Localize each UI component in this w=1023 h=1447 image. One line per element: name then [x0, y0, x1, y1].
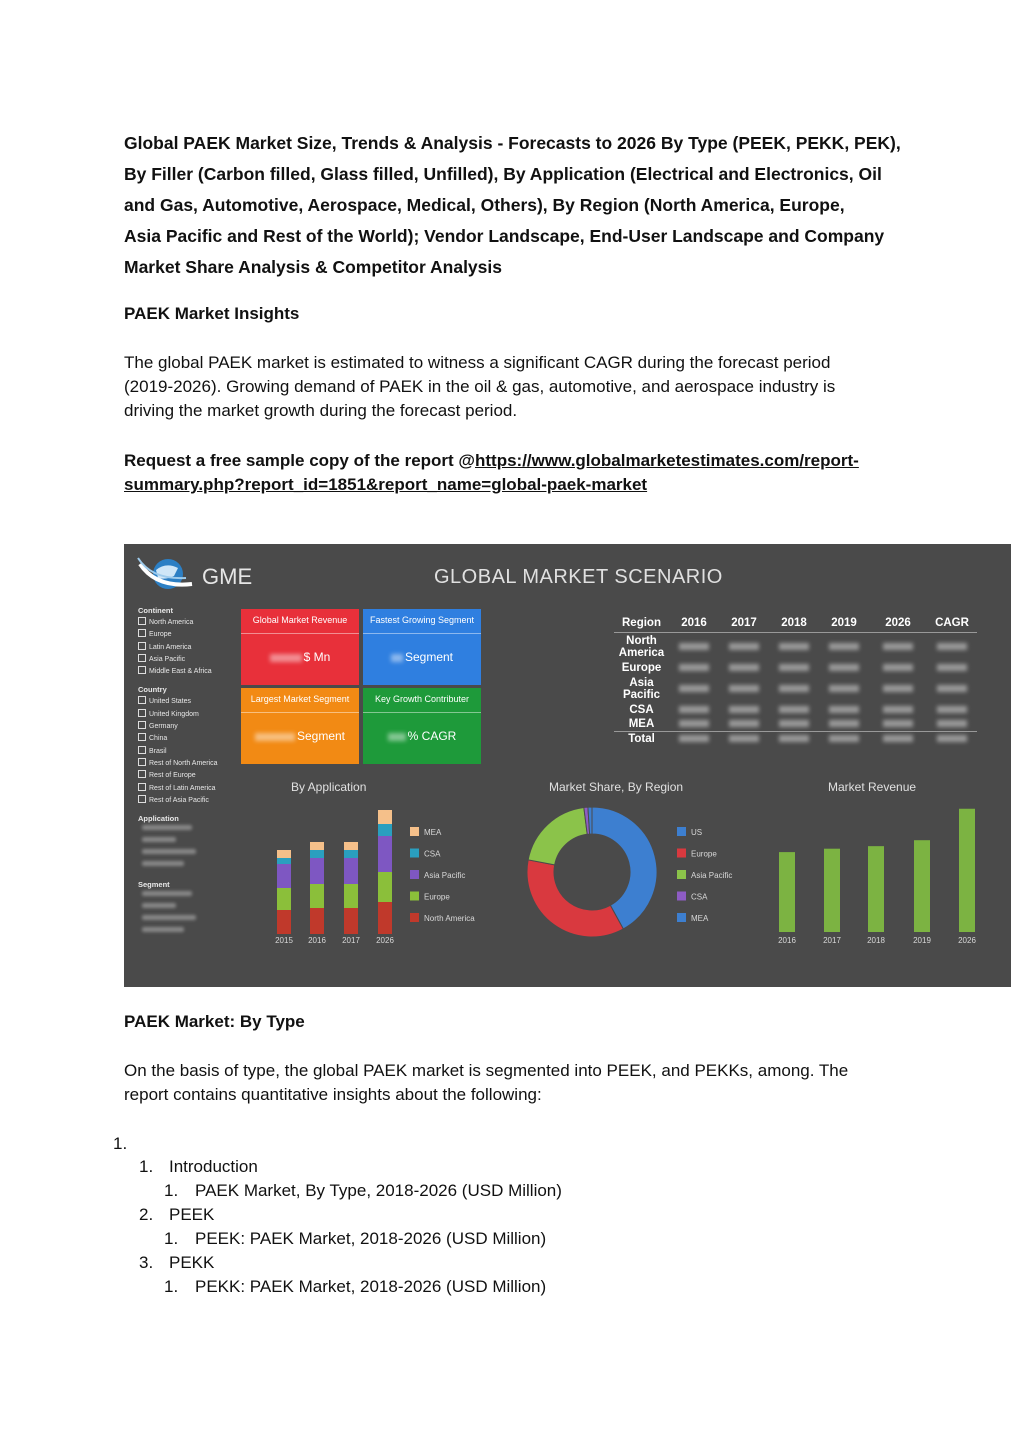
- report-link-cont[interactable]: summary.php?report_id=1851&report_name=global-paek-market: [124, 475, 648, 494]
- title-line: By Filler (Carbon filled, Glass filled, Unfilled), By Application (Electrical and Electronics, Oil: [124, 164, 882, 184]
- toc-subnum: 1.: [164, 1277, 179, 1296]
- toc-item: Introduction: [169, 1157, 258, 1176]
- paragraph-line: driving the market growth during the forecast period.: [124, 401, 518, 420]
- x-tick-label: 2026: [958, 936, 976, 945]
- continent-heading: Continent: [138, 606, 173, 615]
- tile-title: Largest Market Segment: [241, 688, 359, 713]
- toc-num: 2.: [139, 1205, 154, 1224]
- x-tick-label: 2017: [342, 936, 360, 945]
- tile-title: Global Market Revenue: [241, 609, 359, 634]
- filter-checkbox[interactable]: United Kingdom: [138, 709, 238, 721]
- revenue-bar: [914, 840, 930, 932]
- segment-heading: Segment: [138, 880, 170, 890]
- document-title: [124, 128, 924, 283]
- legend-swatch: [677, 827, 686, 836]
- filter-checkbox[interactable]: Asia Pacific: [138, 654, 238, 666]
- title-line: Asia Pacific and Rest of the World); Vendor Landscape, End-User Landscape and Company: [124, 226, 885, 246]
- toc-outer-number: 1.: [113, 1134, 128, 1153]
- request-prefix: Request a free sample copy of the report @: [124, 451, 475, 470]
- market-revenue-title: Market Revenue: [828, 780, 917, 794]
- filter-checkbox[interactable]: Germany: [138, 721, 238, 733]
- legend-label: MEA: [424, 828, 442, 837]
- legend-swatch: [677, 849, 686, 858]
- country-heading: Country: [138, 685, 167, 695]
- stacked-bar-segment: [310, 908, 324, 934]
- legend-swatch: [410, 870, 419, 879]
- region-name: MEA: [628, 717, 655, 730]
- pie-slice: [527, 860, 623, 937]
- filter-checkbox[interactable]: Middle East & Africa: [138, 666, 238, 678]
- filter-checkbox[interactable]: Rest of North America: [138, 758, 238, 770]
- stacked-bar-segment: [344, 858, 358, 884]
- revenue-bar: [868, 846, 884, 932]
- toc-subitem: PEEK: PAEK Market, 2018-2026 (USD Million): [195, 1229, 547, 1248]
- stacked-bar-segment: [310, 850, 324, 858]
- filter-checkbox[interactable]: Europe: [138, 629, 238, 641]
- infographic-title: GLOBAL MARKET SCENARIO: [434, 566, 723, 588]
- region-name: CSA: [629, 703, 654, 716]
- paragraph-line: (2019-2026). Growing demand of PAEK in the oil & gas, automotive, and aerospace industry is: [124, 377, 836, 396]
- stacked-bar-segment: [277, 910, 291, 934]
- title-line: Market Share Analysis & Competitor Analysis: [124, 257, 502, 277]
- x-tick-label: 2019: [913, 936, 931, 945]
- column-header: 2016: [669, 614, 719, 633]
- region-name: Europe: [621, 661, 662, 674]
- legend-swatch: [410, 892, 419, 901]
- logo-text: GME: [202, 564, 253, 589]
- stacked-bar-segment: [277, 858, 291, 864]
- legend-label: US: [691, 828, 703, 837]
- title-line: Global PAEK Market Size, Trends & Analysis - Forecasts to 2026 By Type (PEEK, PEKK, PEK),: [124, 133, 901, 153]
- revenue-bar: [824, 849, 840, 932]
- legend-label: CSA: [691, 892, 708, 902]
- revenue-bar: [959, 809, 975, 932]
- paragraph-line: report contains quantitative insights about the following:: [124, 1085, 542, 1104]
- tile-title: Key Growth Contributer: [363, 688, 481, 713]
- stacked-bar-segment: [378, 836, 392, 872]
- stacked-bar-segment: [344, 884, 358, 908]
- by-application-title: By Application: [291, 780, 367, 794]
- insights-heading: PAEK Market Insights: [124, 304, 300, 323]
- column-header: Region: [614, 614, 669, 633]
- column-header: 2019: [819, 614, 869, 633]
- infographic-charts: [124, 544, 1011, 987]
- x-tick-label: 2026: [376, 936, 394, 945]
- tile-value: Segment: [404, 650, 454, 664]
- stacked-bar-segment: [310, 884, 324, 908]
- legend-label: CSA: [424, 849, 441, 859]
- x-tick-label: 2016: [308, 936, 326, 945]
- application-heading: Application: [138, 814, 179, 824]
- region-name: Total: [614, 732, 669, 747]
- filter-checkbox[interactable]: United States: [138, 696, 238, 708]
- filter-checkbox[interactable]: Rest of Europe: [138, 770, 238, 782]
- market-scenario-infographic: [124, 544, 1011, 987]
- stacked-bar-segment: [277, 850, 291, 858]
- tile-value: % CAGR: [407, 729, 457, 743]
- stacked-bar-segment: [277, 888, 291, 910]
- legend-label: North America: [424, 914, 475, 923]
- filter-checkbox[interactable]: Rest of Latin America: [138, 783, 238, 795]
- legend-label: Asia Pacific: [424, 871, 466, 880]
- toc-num: 3.: [139, 1253, 154, 1272]
- x-tick-label: 2016: [778, 936, 796, 945]
- toc-subnum: 1.: [164, 1229, 179, 1248]
- revenue-bar: [779, 852, 795, 932]
- legend-swatch: [677, 892, 686, 901]
- legend-label: Asia Pacific: [691, 871, 733, 880]
- filter-checkbox[interactable]: Latin America: [138, 642, 238, 654]
- stacked-bar-segment: [310, 858, 324, 884]
- market-share-title: Market Share, By Region: [549, 780, 684, 794]
- tile-value: Segment: [296, 729, 346, 743]
- toc-subitem: PAEK Market, By Type, 2018-2026 (USD Million): [195, 1181, 562, 1200]
- region-name: North America: [618, 635, 665, 659]
- filter-checkbox[interactable]: North America: [138, 617, 238, 629]
- filter-checkbox[interactable]: Rest of Asia Pacific: [138, 795, 238, 807]
- column-header: 2026: [869, 614, 927, 633]
- x-tick-label: 2017: [823, 936, 841, 945]
- tile-title: Fastest Growing Segment: [363, 609, 481, 634]
- toc-item: PEEK: [169, 1205, 215, 1224]
- column-header: 2017: [719, 614, 769, 633]
- by-type-paragraph: [124, 1059, 914, 1107]
- column-header: CAGR: [927, 614, 977, 633]
- title-line: and Gas, Automotive, Aerospace, Medical, Others), By Region (North America, Europe,: [124, 195, 845, 215]
- report-link[interactable]: https://www.globalmarketestimates.com/report-: [475, 451, 859, 470]
- pie-slice: [528, 808, 587, 865]
- stacked-bar-segment: [344, 842, 358, 850]
- legend-swatch: [410, 849, 419, 858]
- legend-label: Europe: [424, 892, 450, 902]
- stacked-bar-segment: [378, 824, 392, 836]
- tile-value: $ Mn: [303, 650, 331, 664]
- column-header: 2018: [769, 614, 819, 633]
- toc-item: PEKK: [169, 1253, 215, 1272]
- insights-paragraph: [124, 351, 914, 423]
- by-type-heading: PAEK Market: By Type: [124, 1012, 305, 1031]
- sample-request: [124, 449, 924, 497]
- toc-subnum: 1.: [164, 1181, 179, 1200]
- legend-swatch: [677, 913, 686, 922]
- filter-checkbox[interactable]: China: [138, 733, 238, 745]
- legend-swatch: [410, 913, 419, 922]
- x-tick-label: 2018: [867, 936, 885, 945]
- stacked-bar-segment: [310, 842, 324, 850]
- legend-label: MEA: [691, 914, 709, 923]
- stacked-bar-segment: [378, 872, 392, 902]
- toc-subitem: PEKK: PAEK Market, 2018-2026 (USD Million): [195, 1277, 547, 1296]
- toc-num: 1.: [139, 1157, 154, 1176]
- legend-swatch: [410, 827, 419, 836]
- stacked-bar-segment: [344, 908, 358, 934]
- paragraph-line: The global PAEK market is estimated to witness a significant CAGR during the forecast period: [124, 353, 831, 372]
- paragraph-line: On the basis of type, the global PAEK market is segmented into PEEK, and PEKKs, among. The: [124, 1061, 849, 1080]
- x-tick-label: 2015: [275, 936, 293, 945]
- legend-swatch: [677, 870, 686, 879]
- legend-label: Europe: [691, 849, 717, 859]
- filter-checkbox[interactable]: Brasil: [138, 746, 238, 758]
- stacked-bar-segment: [277, 864, 291, 888]
- stacked-bar-segment: [378, 902, 392, 934]
- region-name: Asia Pacific: [622, 677, 661, 701]
- stacked-bar-segment: [344, 850, 358, 858]
- stacked-bar-segment: [378, 810, 392, 824]
